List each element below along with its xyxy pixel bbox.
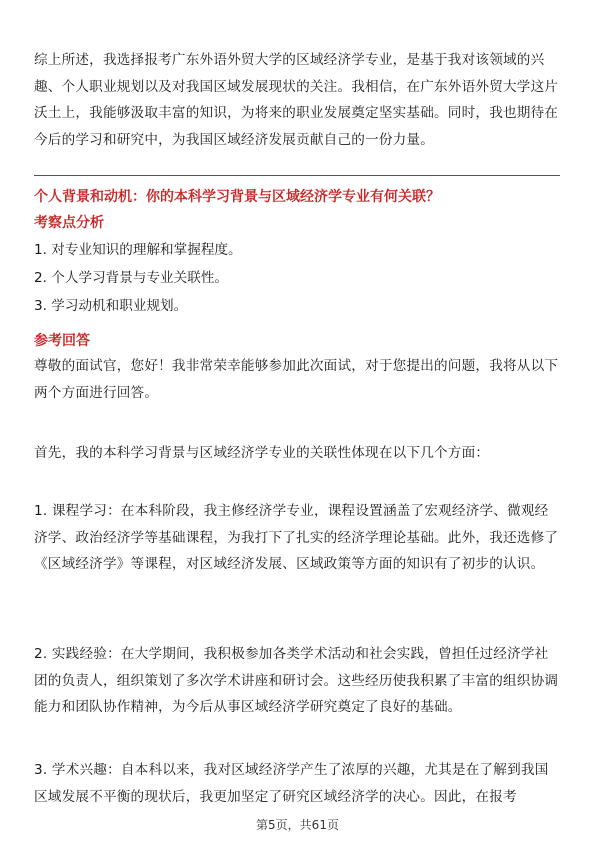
section-divider xyxy=(34,175,560,176)
question-heading: 个人背景和动机：你的本科学习背景与区域经济学专业有何关联？ xyxy=(34,189,440,205)
analysis-item: 3. 学习动机和职业规划。 xyxy=(34,298,188,314)
answer-paragraph: 2. 实践经验：在大学期间，我积极参加各类学术活动和社会实践，曾担任过经济学社团的负责人，组织策划了多次学术讲座和研讨会。这些经历使我积累了丰富的组织协调能力和团队协作精神，为今后从事区域经济学研究奠定了良好的基础。 xyxy=(34,646,559,715)
answer-paragraph: 3. 学术兴趣：自本科以来，我对区域经济学产生了浓厚的兴趣，尤其是在了解到我国区域发展不平衡的现状后，我更加坚定了研究区域经济学的决心。因此，在报考 xyxy=(34,762,549,805)
analysis-item: 2. 个人学习背景与专业关联性。 xyxy=(34,270,229,286)
answer-paragraph: 尊敬的面试官，您好！我非常荣幸能够参加此次面试，对于您提出的问题，我将从以下两个方面进行回答。 xyxy=(34,358,559,401)
answer-heading: 参考回答 xyxy=(34,333,90,349)
answer-paragraph: 1. 课程学习：在本科阶段，我主修经济学专业，课程设置涵盖了宏观经济学、微观经济学、政治经济学等基础课程，为我打下了扎实的经济学理论基础。此外，我还选修了《区域经济学》等课程，对区域经济发展、区域政策等方面的知识有了初步的认识。 xyxy=(34,503,559,572)
page-number: 第5页，共61页 xyxy=(256,818,339,832)
analysis-item: 1. 对专业知识的理解和掌握程度。 xyxy=(34,242,242,258)
analysis-heading: 考察点分析 xyxy=(34,215,104,231)
answer-paragraph: 首先，我的本科学习背景与区域经济学专业的关联性体现在以下几个方面： xyxy=(34,445,490,461)
intro-paragraph: 综上所述，我选择报考广东外语外贸大学的区域经济学专业，是基于我对该领域的兴趣、个人职业规划以及对我国区域发展现状的关注。我相信，在广东外语外贸大学这片沃土上，我能够汲取丰富的知识，为将来的职业发展奠定坚实基础。同时，我也期待在今后的学习和研究中，为我国区域经济发展贡献自己的一份力量。 xyxy=(34,52,559,148)
